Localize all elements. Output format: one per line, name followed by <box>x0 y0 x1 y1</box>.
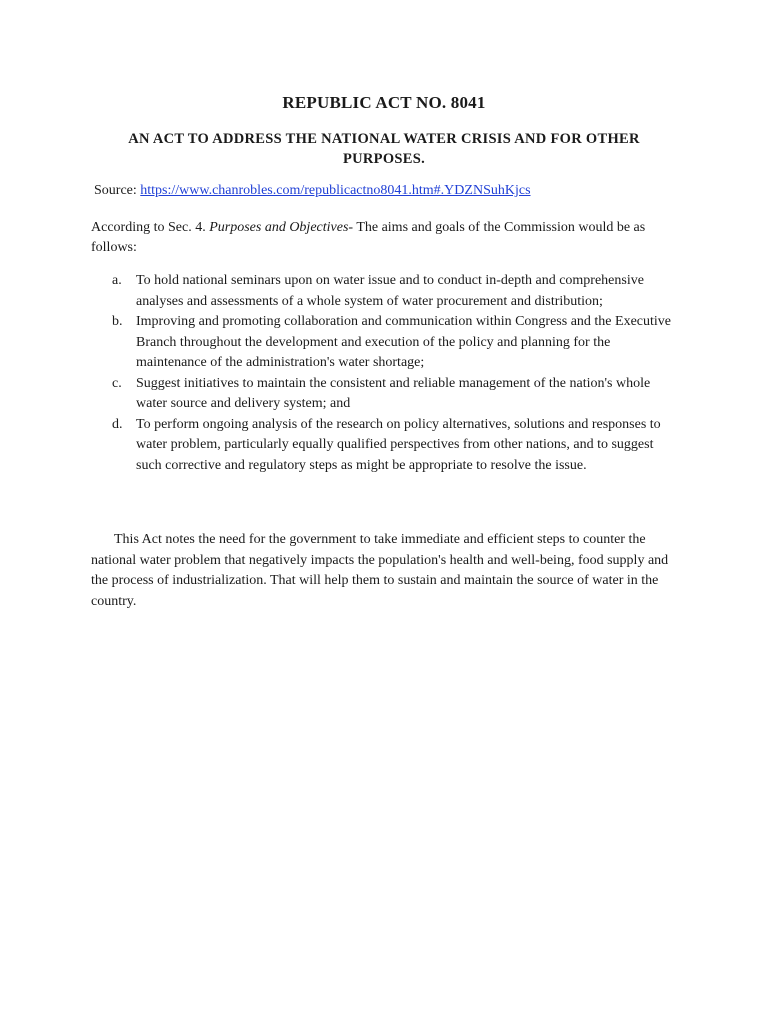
document-subtitle: AN ACT TO ADDRESS THE NATIONAL WATER CRISIS AND FOR OTHER PURPOSES. <box>128 131 640 167</box>
objectives-list <box>91 271 677 476</box>
source-line <box>94 183 531 199</box>
intro-prefix: According to Sec. 4. <box>91 220 210 235</box>
list-item-text: Improving and promoting collaboration and communication within Congress and the Executive Branch throughout the development and execution of the policy and planning for the maintenance of the administration's water shortage; <box>136 314 671 370</box>
list-item <box>91 312 677 374</box>
list-marker: c. <box>112 375 122 391</box>
intro-paragraph <box>91 218 677 258</box>
list-marker: b. <box>112 314 123 329</box>
list-item-text: To perform ongoing analysis of the research on policy alternatives, solutions and responses to water problem, particularly equally qualified perspectives from other nations, and to suggest such corrective and regulatory steps as might be appropriate to resolve the issue. <box>136 416 661 473</box>
list-item <box>91 271 677 312</box>
source-link[interactable]: https://www.chanrobles.com/republicactno8041.htm#.YDZNSuhKjcs <box>140 183 531 198</box>
source-label: Source: <box>94 183 141 198</box>
list-item-text: To hold national seminars upon on water issue and to conduct in-depth and comprehensive analyses and assessments of a whole system of water procurement and distribution; <box>136 273 644 309</box>
list-item <box>91 374 677 415</box>
list-marker: a. <box>112 273 122 288</box>
closing-paragraph: This Act notes the need for the government to take immediate and efficient steps to counter the national water problem that negatively impacts the population's health and well-being, food supply and the process of industrialization. That will help them to sustain and maintain the source of water in the country. <box>91 532 669 609</box>
list-item-text: Suggest initiatives to maintain the consistent and reliable management of the nation's whole water source and delivery system; and <box>136 375 651 411</box>
list-item <box>91 415 677 477</box>
intro-section-title: Purposes and Objectives <box>209 220 349 235</box>
document-title: REPUBLIC ACT NO. 8041 <box>282 93 486 112</box>
list-marker: d. <box>112 416 123 432</box>
intro-suffix: - The aims and goals of the Commission would be as follows: <box>91 220 646 255</box>
